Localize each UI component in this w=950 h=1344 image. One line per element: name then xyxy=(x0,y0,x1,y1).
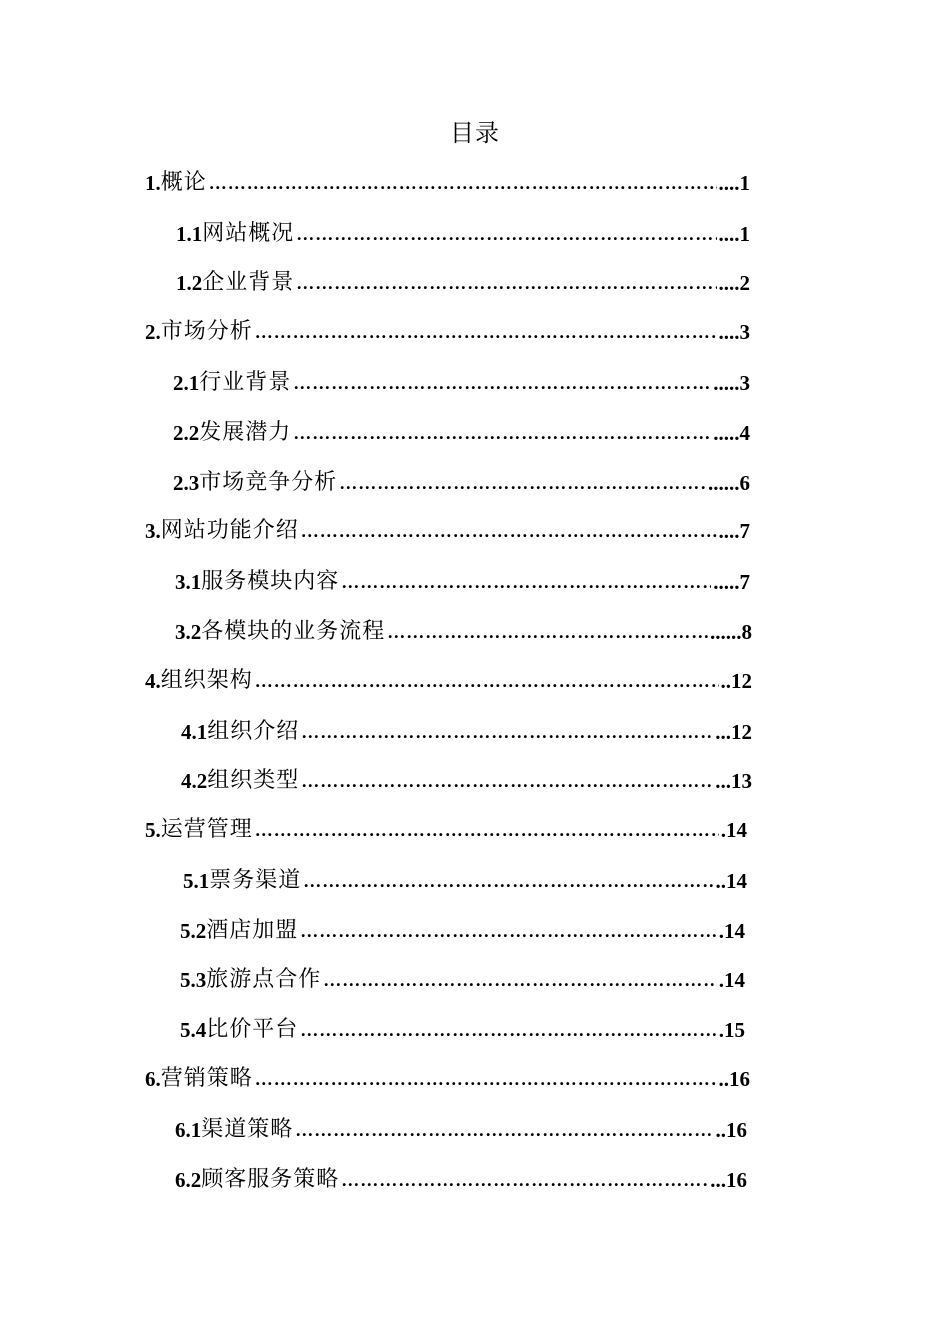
toc-entry-page: ..16 xyxy=(715,1118,747,1142)
toc-entry-title: 旅游点合作 xyxy=(206,967,322,992)
toc-entry-page: ......8 xyxy=(710,620,752,644)
toc-entry-title: 概论 xyxy=(160,170,207,195)
toc-entry[interactable] xyxy=(145,815,747,845)
toc-entry-title: 网站概况 xyxy=(202,221,295,246)
toc-entry-page: .14 xyxy=(718,968,745,992)
toc-entry-title: 运营管理 xyxy=(160,817,253,842)
toc-entry-title: 酒店加盟 xyxy=(206,918,299,943)
toc-entry[interactable] xyxy=(183,866,747,896)
toc-entry-number: 1.1 xyxy=(176,222,203,246)
toc-entry-title: 企业背景 xyxy=(202,270,295,295)
toc-entry-number: 6.2 xyxy=(175,1168,202,1192)
toc-entry[interactable] xyxy=(175,1165,747,1195)
toc-entry-page: ....1 xyxy=(718,171,750,195)
toc-entry-page: ....7 xyxy=(718,519,750,543)
toc-entry-title: 营销策略 xyxy=(160,1066,253,1091)
toc-entry-number: 4.2 xyxy=(181,769,208,793)
toc-entry-page: ....1 xyxy=(718,222,750,246)
toc-entry-page: ...16 xyxy=(710,1168,747,1192)
toc-entry-number: 3.2 xyxy=(175,620,202,644)
toc-entry[interactable] xyxy=(181,766,752,796)
toc-entry-page: ......6 xyxy=(708,471,750,495)
toc-entry-number: 1. xyxy=(145,171,161,195)
toc-entry-number: 2. xyxy=(145,320,161,344)
toc-entry-number: 5.2 xyxy=(180,919,207,943)
toc-dot-leader xyxy=(255,317,717,347)
toc-entry[interactable] xyxy=(180,1015,745,1045)
toc-entry-page: ...13 xyxy=(715,769,752,793)
toc-title: 目录 xyxy=(450,119,500,147)
toc-entry[interactable] xyxy=(145,317,750,347)
toc-entry-page: .....4 xyxy=(713,421,750,445)
toc-dot-leader xyxy=(296,268,716,298)
toc-entry-number: 6. xyxy=(145,1067,161,1091)
toc-entry-title: 顾客服务策略 xyxy=(201,1167,340,1192)
toc-entry-number: 4.1 xyxy=(181,720,208,744)
toc-entry-number: 2.3 xyxy=(173,471,200,495)
toc-dot-leader xyxy=(301,717,713,747)
toc-entry[interactable] xyxy=(180,916,745,946)
toc-entry-number: 5.4 xyxy=(180,1018,207,1042)
toc-entry-title: 各模块的业务流程 xyxy=(201,619,386,644)
toc-entry-number: 5. xyxy=(145,818,161,842)
toc-dot-leader xyxy=(387,617,708,647)
toc-entry[interactable] xyxy=(175,567,750,597)
toc-dot-leader xyxy=(341,567,711,597)
toc-entry[interactable] xyxy=(145,168,750,198)
toc-entry-page: .14 xyxy=(720,818,747,842)
toc-entry-page: ..16 xyxy=(718,1067,750,1091)
toc-entry-number: 1.2 xyxy=(176,271,203,295)
toc-entry-number: 2.2 xyxy=(173,421,200,445)
toc-dot-leader xyxy=(341,1165,708,1195)
toc-entry[interactable] xyxy=(145,1064,750,1094)
toc-entry[interactable] xyxy=(176,268,750,298)
toc-entry-title: 市场竞争分析 xyxy=(199,470,338,495)
toc-entry[interactable] xyxy=(173,468,750,498)
toc-entry-title: 渠道策略 xyxy=(201,1117,294,1142)
toc-dot-leader xyxy=(293,368,711,398)
toc-entry-title: 组织介绍 xyxy=(207,719,300,744)
toc-dot-leader xyxy=(303,866,713,896)
toc-entry-title: 服务模块内容 xyxy=(201,569,340,594)
toc-entry-page: ..14 xyxy=(715,869,747,893)
toc-entry-number: 6.1 xyxy=(175,1118,202,1142)
toc-entry-title: 组织类型 xyxy=(207,768,300,793)
toc-entry-number: 5.1 xyxy=(183,869,210,893)
toc-dot-leader xyxy=(301,766,713,796)
toc-dot-leader xyxy=(255,1064,717,1094)
toc-entry[interactable] xyxy=(176,219,750,249)
toc-entry-page: .14 xyxy=(718,919,745,943)
toc-entry-number: 4. xyxy=(145,669,161,693)
toc-entry-title: 比价平台 xyxy=(206,1017,299,1042)
toc-entry-page: ...12 xyxy=(715,720,752,744)
toc-dot-leader xyxy=(300,916,716,946)
toc-entry-number: 3. xyxy=(145,519,161,543)
toc-entry[interactable] xyxy=(145,516,750,546)
toc-entry-title: 行业背景 xyxy=(199,370,292,395)
toc-dot-leader xyxy=(255,666,719,696)
toc-entry-page: .....7 xyxy=(713,570,750,594)
toc-entry-title: 市场分析 xyxy=(160,319,253,344)
toc-entry[interactable] xyxy=(173,368,750,398)
toc-dot-leader xyxy=(293,418,711,448)
toc-entry-title: 组织架构 xyxy=(160,668,253,693)
toc-entry-page: ....2 xyxy=(718,271,750,295)
toc-entry[interactable] xyxy=(145,666,752,696)
toc-entry-page: ..12 xyxy=(720,669,752,693)
toc-entry-page: .15 xyxy=(718,1018,745,1042)
toc-entry-number: 2.1 xyxy=(173,371,200,395)
toc-entry[interactable] xyxy=(180,965,745,995)
toc-dot-leader xyxy=(301,516,717,546)
toc-entry[interactable] xyxy=(173,418,750,448)
toc-entry[interactable] xyxy=(181,717,752,747)
toc-entry-number: 3.1 xyxy=(175,570,202,594)
toc-entry[interactable] xyxy=(175,1115,747,1145)
toc-dot-leader xyxy=(300,1015,716,1045)
toc-dot-leader xyxy=(209,168,717,198)
toc-dot-leader xyxy=(296,219,716,249)
toc-entry-page: .....3 xyxy=(713,371,750,395)
toc-dot-leader xyxy=(255,815,719,845)
toc-entry[interactable] xyxy=(175,617,752,647)
toc-entry-title: 网站功能介绍 xyxy=(160,518,299,543)
toc-entry-title: 票务渠道 xyxy=(209,868,302,893)
toc-entry-page: ....3 xyxy=(718,320,750,344)
toc-dot-leader xyxy=(295,1115,713,1145)
toc-entry-title: 发展潜力 xyxy=(199,420,292,445)
toc-dot-leader xyxy=(323,965,716,995)
toc-dot-leader xyxy=(339,468,706,498)
toc-entry-number: 5.3 xyxy=(180,968,207,992)
